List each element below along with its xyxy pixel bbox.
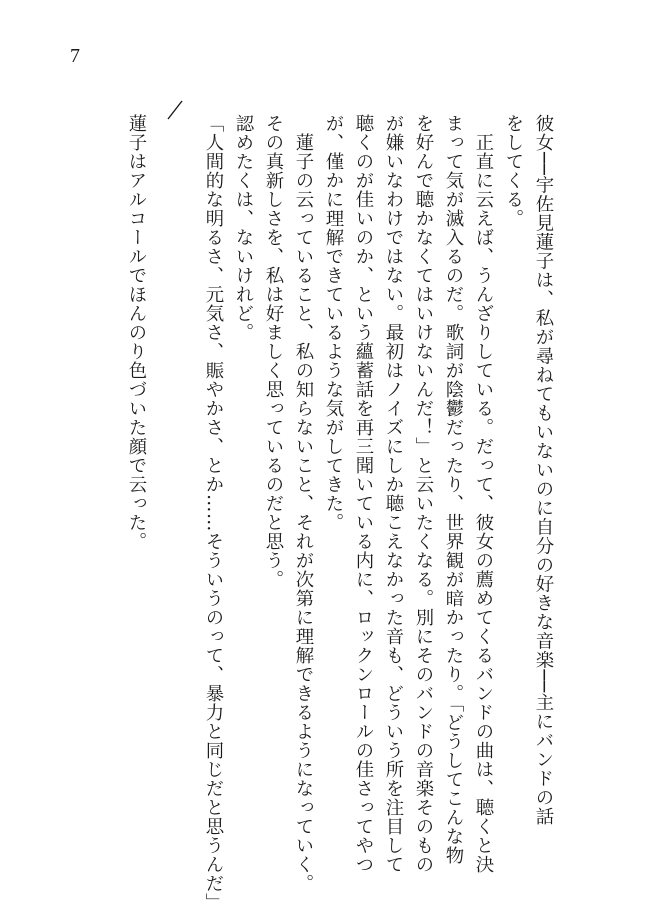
dialogue-column: 「人間的な明るさ、元気さ、賑やかさ、とか……そういうのって、暴力と同じだと思うんだ」 <box>203 114 224 912</box>
text-column: 聴くのが佳いのか、という蘊蓄話を再三聞いている内に、ロックンロールの佳さってやつ <box>353 114 374 874</box>
text-column: が、僅かに理解できているような気がしてきた。 <box>323 114 344 532</box>
text-column: が嫌いなわけではない。最初はノイズにしか聴こえなかった音も、どういう所を注目して <box>383 114 404 874</box>
text-column: まって気が滅入るのだ。歌詞が陰鬱だったり、世界観が暗かったり。「どうしてこんな物 <box>443 114 464 865</box>
text-column: 蓮子はアルコールでほんのり色づいた顔で云った。 <box>126 114 147 551</box>
text-column: 認めたくは、ないけれど。 <box>233 114 254 342</box>
text-column: 蓮子の云っていること、私の知らないこと、それが次第に理解できるようになっていく。 <box>293 114 314 893</box>
text-column: 正直に云えば、うんざりしている。だって、彼女の薦めてくるバンドの曲は、聴くと決 <box>473 114 494 874</box>
page-number: 7 <box>70 45 80 67</box>
text-column: をしてくる。 <box>503 114 524 228</box>
text-column: その真新しさを、私は好ましく思っているのだと思う。 <box>263 114 284 589</box>
text-column: 彼女──宇佐見蓮子は、私が尋ねてもいないのに自分の好きな音楽──主にバンドの話 <box>533 114 554 826</box>
vertical-text-body <box>121 114 558 912</box>
text-column: を好んで聴かなくてはいけないんだ！」と云いたくなる。別にそのバンドの音楽そのもの <box>413 114 434 874</box>
